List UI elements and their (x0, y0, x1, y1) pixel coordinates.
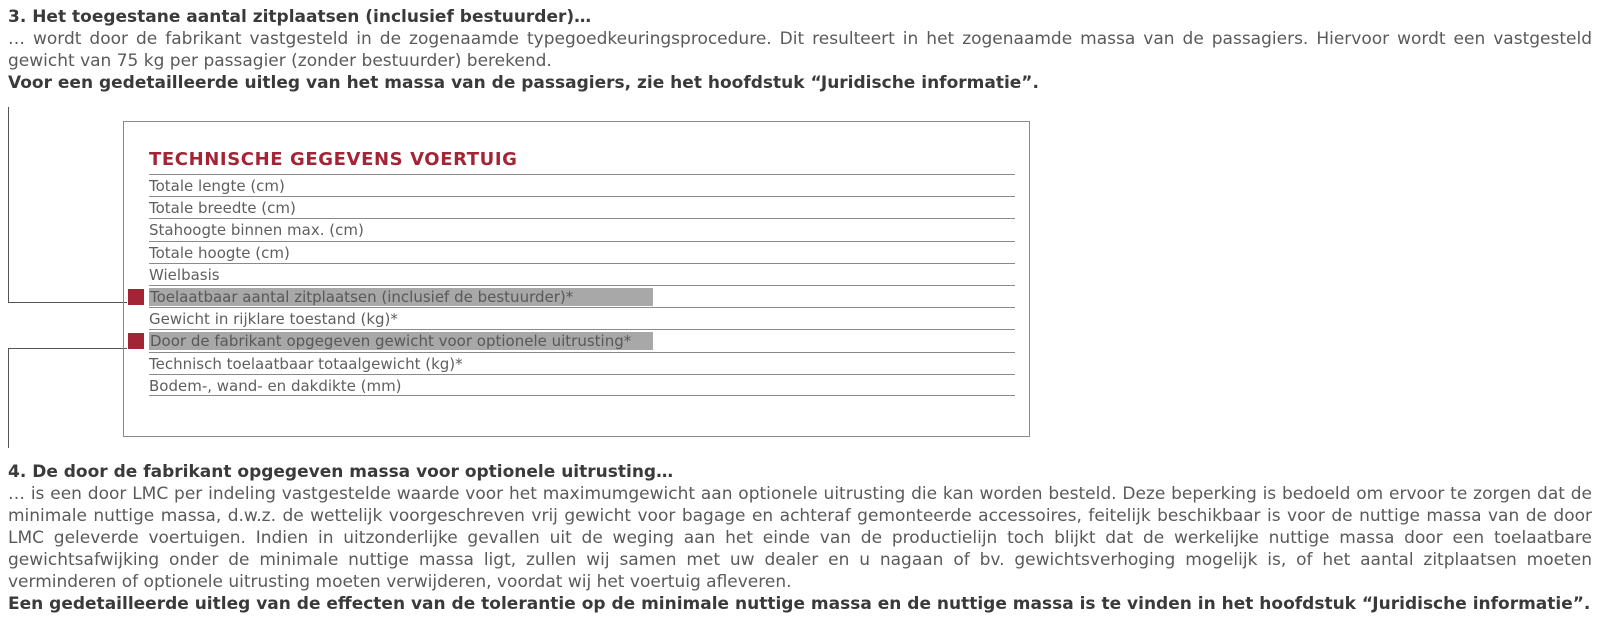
spec-label: Bodem-, wand- en dakdikte (mm) (149, 376, 402, 395)
section-4-body: … is een door LMC per indeling vastgestelde waarde voor het maximumgewicht aan optionele uitrusting die kan worden besteld. Deze beperking is bedoeld om ervoor te zorgen dat de minimale nuttige massa, d.w.z. de wettelijk voorgeschreven vrij gewicht voor bagage en achteraf gemonteerde accessoires, feitelijk beschikbaar is voor de nuttige massa van de door LMC geleverde voertuigen. Indien in uitzonderlijke gevallen uit de weging aan het einde van de productielijn toch blijkt dat de werkelijke nuttige massa door een toelaatbare gewichtsafwijking onder de minimale nuttige massa ligt, zullen wij samen met uw dealer en u nagaan of bv. gewichtsverhoging mogelijk is, of het aantal zitplaatsen moeten verminderen of optionele uitrusting moeten verwijderen, voordat wij het voertuig afleveren. (8, 484, 1592, 592)
spec-label: Toelaatbaar aantal zitplaatsen (inclusief de bestuurder)* (149, 288, 653, 306)
spec-table-title: TECHNISCHE GEGEVENS VOERTUIG (149, 149, 518, 170)
connector-line-top-horizontal (8, 302, 127, 303)
section-3-note: Voor een gedetailleerde uitleg van het massa van de passagiers, zie het hoofdstuk “Juridische informatie”. (8, 73, 1039, 93)
spec-label: Gewicht in rijklare toestand (kg)* (149, 310, 398, 329)
section-3 (8, 6, 1592, 94)
spec-label: Totale breedte (cm) (149, 199, 296, 218)
section-3-heading: 3. Het toegestane aantal zitplaatsen (inclusief bestuurder)… (8, 7, 592, 27)
vehicle-spec-table (123, 121, 1030, 437)
spec-row-total-width (149, 196, 1015, 218)
spec-row-ready-weight (149, 307, 1015, 329)
connector-line-bottom-vertical (8, 348, 9, 448)
spec-label: Wielbasis (149, 265, 220, 284)
spec-row-total-height (149, 241, 1015, 263)
spec-label: Totale lengte (cm) (149, 177, 285, 195)
spec-label: Technisch toelaatbaar totaalgewicht (kg)* (149, 354, 463, 373)
spec-row-optional-equipment-highlighted (149, 329, 1015, 351)
spec-label: Totale hoogte (cm) (149, 243, 290, 262)
spec-row-thickness (149, 374, 1015, 396)
spec-row-max-weight (149, 352, 1015, 374)
spec-row-total-length (149, 174, 1015, 196)
section-4 (8, 461, 1592, 615)
spec-row-wheelbase (149, 263, 1015, 285)
connector-line-bottom-horizontal (8, 348, 127, 349)
spec-table-rows (149, 174, 1015, 396)
section-4-note: Een gedetailleerde uitleg van de effecten van de tolerantie op de minimale nuttige massa en de nuttige massa is te vinden in het hoofdstuk “Juridische informatie”. (8, 594, 1591, 614)
connector-line-top-vertical (8, 107, 9, 302)
spec-row-interior-height (149, 218, 1015, 240)
section-4-heading: 4. De door de fabrikant opgegeven massa voor optionele uitrusting… (8, 462, 674, 482)
highlight-marker (128, 289, 144, 305)
section-3-body: … wordt door de fabrikant vastgesteld in de zogenaamde typegoedkeuringsprocedure. Dit resulteert in het zogenaamde massa van de passagiers. Hiervoor wordt een vastgesteld gewicht van 75 kg per passagier (zonder bestuurder) berekend. (8, 29, 1592, 71)
spec-label: Stahoogte binnen max. (cm) (149, 221, 364, 240)
spec-label: Door de fabrikant opgegeven gewicht voor optionele uitrusting* (149, 332, 653, 350)
highlight-marker (128, 333, 144, 349)
spec-row-seats-highlighted (149, 285, 1015, 307)
